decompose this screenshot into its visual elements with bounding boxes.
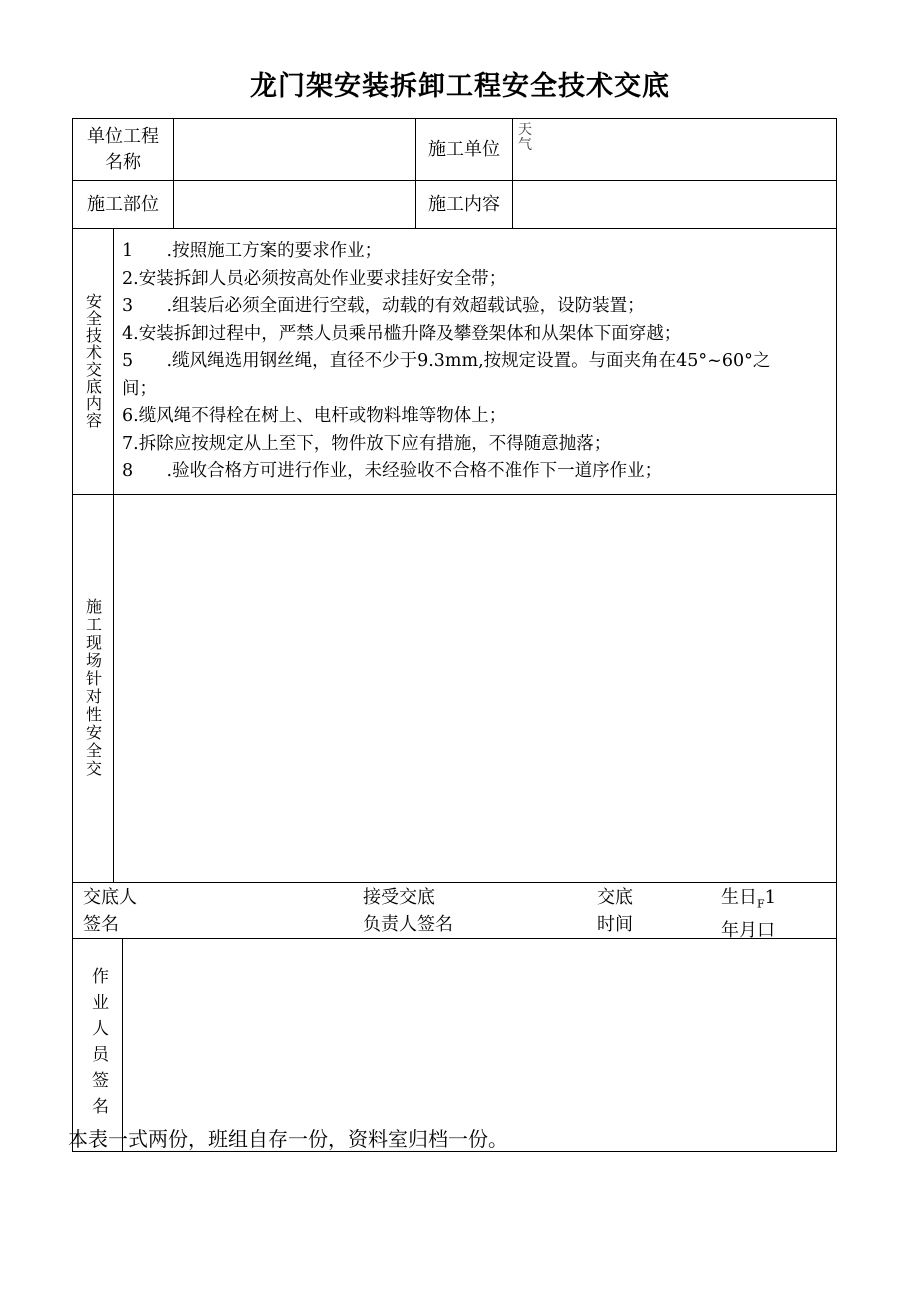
label-construction-part: 施工部位 [73, 181, 174, 228]
field-construction-part[interactable] [174, 181, 416, 228]
table-row-construction-part [73, 181, 836, 229]
label-disclosure-time [597, 884, 633, 938]
label-disclosure-content-text: 安全技术交底内容 [83, 293, 103, 430]
label-construction-content: 施工内容 [416, 181, 513, 228]
field-site-disclosure[interactable] [114, 495, 836, 882]
label-weather: 天 气 [518, 122, 532, 153]
field-construction-unit[interactable] [513, 119, 836, 180]
label-date-line1 [721, 884, 776, 918]
label-site-disclosure [73, 495, 114, 882]
table-row-project-name [73, 119, 836, 181]
disclosure-line: 1 .按照施工方案的要求作业； [122, 241, 383, 261]
label-site-disclosure-text: 施工现场针对性安全交 [83, 598, 103, 778]
label-date-fields [721, 884, 776, 945]
table-row-worker-signatures [73, 939, 836, 1151]
disclosure-line: 6.缆风绳不得栓在树上、电杆或物料堆等物体上； [122, 406, 507, 426]
footer-note: 本表一式两份，班组自存一份，资料室归档一份。 [68, 1127, 508, 1151]
table-row-disclosure-content [73, 229, 836, 495]
main-table [72, 118, 837, 1152]
label-receiver-signature-line2: 负责人签名 [363, 913, 453, 935]
disclosure-line: 间； [122, 378, 157, 399]
label-discloser-signature-line2: 签名 [83, 913, 119, 935]
signature-header-area [73, 883, 836, 942]
label-disclosure-content [73, 229, 114, 494]
label-project-name-line2: 名称 [105, 151, 141, 173]
disclosure-line: 8 .验收合格方可进行作业，未经验收不合格不准作下一道序作业； [122, 461, 663, 481]
label-date-line1-tail: 1 [764, 886, 777, 908]
label-date-line2: 年月口 [721, 920, 775, 942]
disclosure-line: 7.拆除应按规定从上至下，物件放下应有措施，不得随意抛落； [122, 433, 612, 454]
label-receiver-signature-line1: 接受交底 [363, 886, 435, 908]
field-project-name[interactable] [174, 119, 416, 180]
table-row-site-disclosure [73, 495, 836, 883]
label-date-line1-sub: F [757, 897, 765, 911]
label-date-line1-main: 生日 [721, 886, 757, 908]
disclosure-line: 5 .缆风绳选用钢丝绳，直径不少于9.3mm,按规定设置。与面夹角在45°~60°之 [122, 351, 771, 371]
field-construction-content[interactable] [513, 181, 836, 228]
table-row-signatures [73, 883, 836, 942]
label-project-name [73, 119, 174, 180]
field-worker-signature[interactable] [123, 939, 836, 1151]
label-worker-signature [73, 939, 123, 1151]
disclosure-line: 3 .组装后必须全面进行空载，动载的有效超载试验，设防装置； [122, 296, 645, 316]
label-discloser-signature [83, 884, 137, 938]
label-receiver-signature [363, 884, 453, 938]
label-worker-signature-text: 作业人员签名 [88, 966, 108, 1123]
label-discloser-signature-line1: 交底人 [83, 886, 137, 908]
page-title: 龙门架安装拆卸工程安全技术交底 [250, 71, 670, 102]
disclosure-line: 4.安装拆卸过程中，严禁人员乘吊槛升降及攀登架体和从架体下面穿越； [122, 323, 682, 344]
label-disclosure-time-line2: 时间 [597, 913, 633, 935]
field-disclosure-content[interactable] [114, 229, 836, 494]
label-construction-unit: 施工单位 [416, 119, 513, 180]
label-disclosure-time-line1: 交底 [597, 886, 633, 908]
label-project-name-line1: 单位工程 [87, 125, 159, 147]
disclosure-line: 2.安装拆卸人员必须按高处作业要求挂好安全带； [122, 268, 507, 289]
